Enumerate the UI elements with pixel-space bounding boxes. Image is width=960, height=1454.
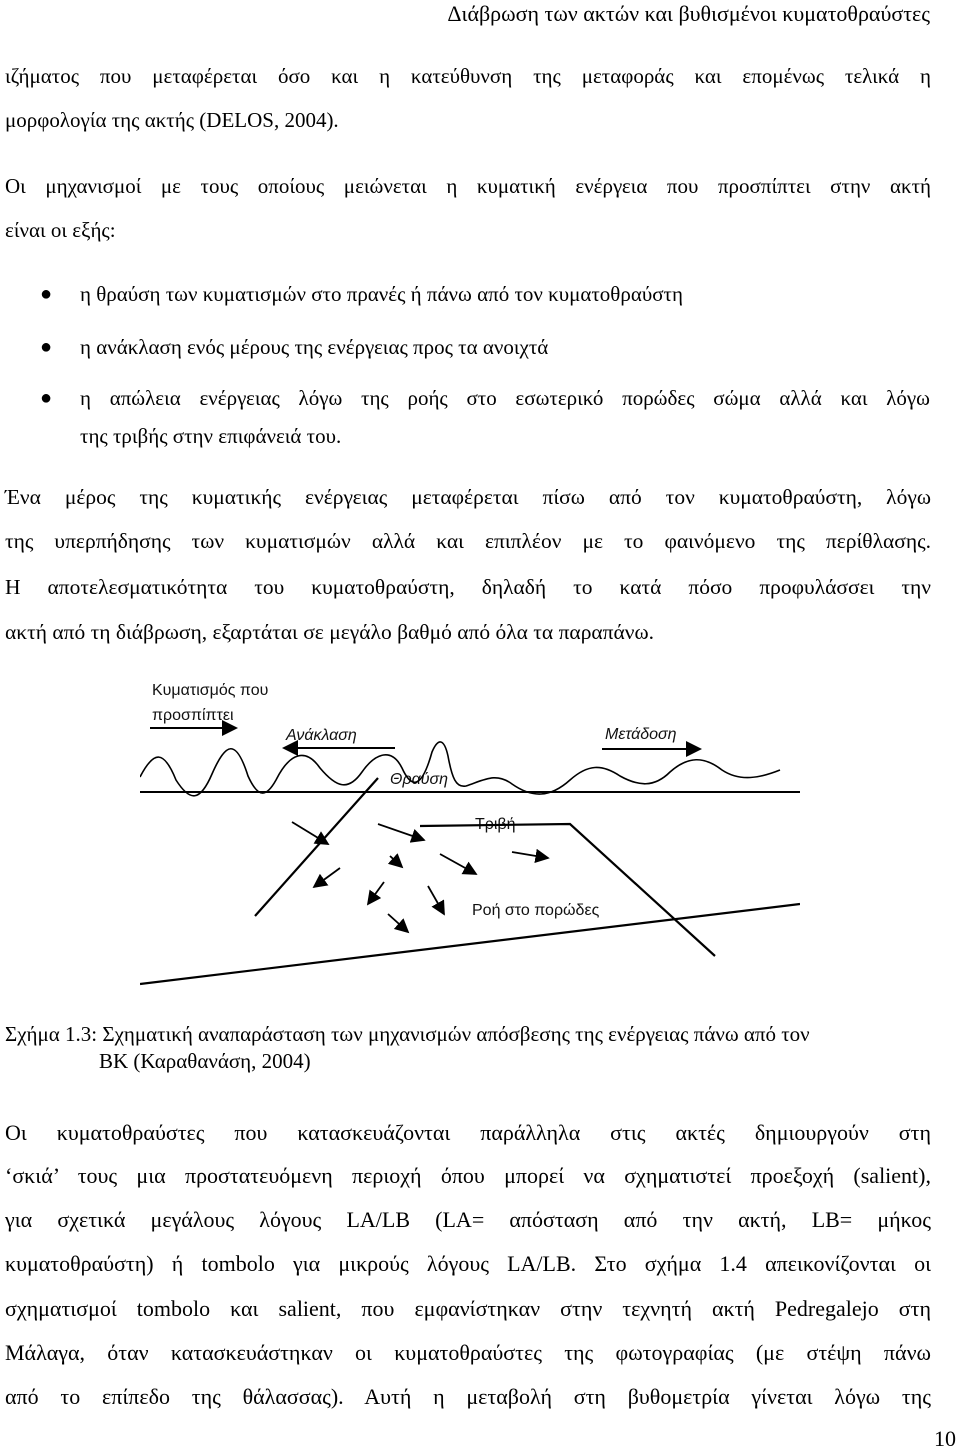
bullet-item-2: η ανάκλαση ενός μέρους της ενέργειας προς τα ανοιχτά — [80, 335, 549, 359]
figure-caption-line-1: Σχήμα 1.3: Σχηματική αναπαράσταση των μηχανισμών απόσβεσης της ενέργειας πάνω από τον — [5, 1022, 810, 1046]
para2-line-1: Οι κυματοθραύστες που κατασκευάζονται παράλληλα στις ακτές δημιουργούν στη — [5, 1120, 931, 1145]
para2-line-5: σχηματισμοί tombolo και salient, που εμφανίστηκαν στην τεχνητή ακτή Pedregalejo στη — [5, 1296, 931, 1321]
breakwater-figure — [140, 672, 800, 992]
bullet-dot-icon: ● — [40, 336, 53, 358]
intro-line-4: είναι οι εξής: — [5, 218, 116, 242]
para2-line-6: Μάλαγα, όταν κατασκευάστηκαν οι κυματοθραύστες της φωτογραφίας (με στέψη πάνω — [5, 1340, 931, 1365]
flow-arrow — [440, 854, 476, 874]
bullet-item-3-line-2: της τριβής στην επιφάνειά του. — [80, 424, 342, 448]
intro-line-3: Οι μηχανισμοί με τους οποίους μειώνεται η κυματική ενέργεια που προσπίπτει στην ακτή — [5, 174, 931, 198]
bullet-item-1: η θραύση των κυματισμών στο πρανές ή πάνω από τον κυματοθραύστη — [80, 282, 683, 306]
flow-arrow — [388, 914, 408, 932]
para1-line-4: ακτή από τη διάβρωση, εξαρτάται σε μεγάλο βαθμό από όλα τα παραπάνω. — [5, 620, 655, 644]
page-number: 10 — [934, 1426, 956, 1451]
bullet-item-3-line-1: η απώλεια ενέργειας λόγω της ροής στο εσωτερικό πορώδες σώμα αλλά και λόγω — [80, 386, 930, 410]
flow-arrow — [378, 824, 424, 840]
flow-arrow — [428, 886, 444, 914]
para2-line-2: ‘σκιά’ τους μια προστατευόμενη περιοχή όπου μπορεί να σχηματιστεί προεξοχή (salient), — [5, 1163, 931, 1188]
label-reflection: Ανάκλαση — [286, 727, 357, 744]
flow-arrow — [314, 868, 340, 887]
para1-line-2: της υπερπήδησης των κυματισμών αλλά και επιπλέον με το φαινόμενο της περίθλασης. — [5, 529, 931, 553]
label-incident-line2: προσπίπτει — [152, 707, 234, 724]
label-transmission: Μετάδοση — [605, 726, 677, 743]
label-breaking: Θραύση — [390, 771, 449, 788]
breakwater-front-slope — [255, 778, 378, 916]
intro-line-1: ιζήματος που μεταφέρεται όσο και η κατεύθυνση της μεταφοράς και επομένως τελικά η — [5, 64, 931, 88]
breakwater-crest-and-back — [420, 824, 715, 956]
running-header: Διάβρωση των ακτών και βυθισμένοι κυματοθραύστες — [447, 1, 930, 26]
para2-line-3: για σχετικά μεγάλους λόγους LA/LB (LA= απόσταση από την ακτή, LB= μήκος — [5, 1207, 931, 1232]
para2-line-7: από το επίπεδο της θάλασσας). Αυτή η μεταβολή στη βυθομετρία γίνεται λόγω της — [5, 1384, 931, 1409]
flow-arrow — [390, 856, 402, 867]
bullet-dot-icon: ● — [40, 283, 53, 305]
label-porous-flow: Ροή στο πορώδες — [472, 902, 600, 919]
label-incident-line1: Κυματισμός που — [152, 682, 269, 699]
wave-profile — [140, 742, 780, 796]
bullet-dot-icon: ● — [40, 387, 53, 409]
intro-line-2: μορφολογία της ακτής (DELOS, 2004). — [5, 108, 339, 132]
flow-arrow — [292, 822, 328, 844]
flow-arrow — [368, 882, 384, 904]
para1-line-1: Ένα μέρος της κυματικής ενέργειας μεταφέρεται πίσω από τον κυματοθραύστη, λόγω — [5, 485, 931, 509]
para2-line-4: κυματοθραύστη) ή tombolo για μικρούς λόγους LA/LB. Στο σχήμα 1.4 απεικονίζονται οι — [5, 1251, 931, 1276]
flow-arrow — [512, 852, 548, 858]
para1-line-3: Η αποτελεσματικότητα του κυματοθραύστη, δηλαδή το κατά πόσο προφυλάσσει την — [5, 575, 931, 599]
figure-caption-line-2: ΒΚ (Καραθανάση, 2004) — [99, 1049, 311, 1073]
label-friction: Τριβή — [475, 816, 516, 833]
